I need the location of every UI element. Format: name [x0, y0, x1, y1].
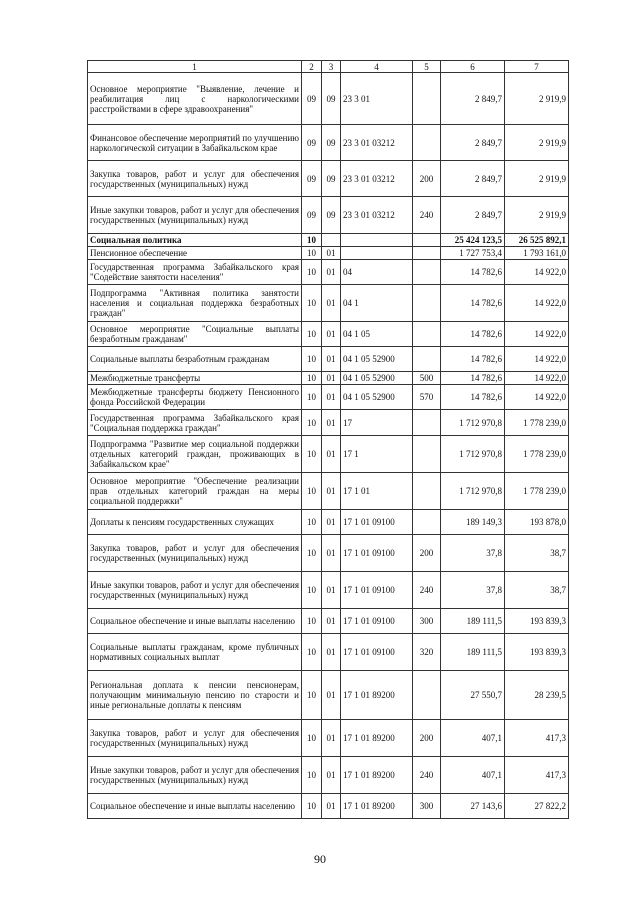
expense-type-code	[413, 473, 441, 510]
target-article-code: 23 3 01 03212	[341, 161, 413, 197]
amount-year-1: 407,1	[441, 757, 505, 794]
amount-year-1: 407,1	[441, 720, 505, 757]
section-code: 09	[302, 125, 322, 161]
target-article-code: 17 1	[341, 436, 413, 473]
section-code: 09	[302, 197, 322, 234]
expense-type-code: 200	[413, 535, 441, 572]
amount-year-2: 417,3	[505, 757, 569, 794]
target-article-code: 17 1 01 89200	[341, 720, 413, 757]
row-description: Региональная доплата к пенсии пенсионерам, получающим минимальную пенсию по старости и иные региональные доплаты к пенсиям	[88, 671, 302, 720]
table-row	[88, 671, 569, 720]
row-description: Основное мероприятие "Выявление, лечение и реабилитация лиц с наркологическими расстройствами в сфере здравоохранения"	[88, 73, 302, 125]
amount-year-2: 1 778 239,0	[505, 436, 569, 473]
amount-year-2: 2 919,9	[505, 73, 569, 125]
amount-year-1: 14 782,6	[441, 385, 505, 410]
amount-year-1: 2 849,7	[441, 197, 505, 234]
target-article-code	[341, 234, 413, 247]
subsection-code	[322, 234, 341, 247]
section-code: 10	[302, 410, 322, 436]
amount-year-2: 14 922,0	[505, 322, 569, 347]
amount-year-2: 38,7	[505, 535, 569, 572]
table-row	[88, 247, 569, 260]
amount-year-1: 25 424 123,5	[441, 234, 505, 247]
expense-type-code: 500	[413, 372, 441, 385]
amount-year-2: 26 525 892,1	[505, 234, 569, 247]
section-code: 10	[302, 385, 322, 410]
subsection-code: 01	[322, 535, 341, 572]
subsection-code: 01	[322, 473, 341, 510]
subsection-code: 01	[322, 436, 341, 473]
amount-year-2: 14 922,0	[505, 285, 569, 322]
section-code: 10	[302, 247, 322, 260]
row-description: Социальные выплаты гражданам, кроме публичных нормативных социальных выплат	[88, 634, 302, 671]
table-row	[88, 197, 569, 234]
table-header-row	[88, 61, 569, 73]
row-description: Подпрограмма "Активная политика занятости населения и социальная поддержка безработных граждан"	[88, 285, 302, 322]
expense-type-code	[413, 322, 441, 347]
amount-year-2: 2 919,9	[505, 161, 569, 197]
section-code: 10	[302, 757, 322, 794]
table-row	[88, 410, 569, 436]
target-article-code: 17 1 01 09100	[341, 609, 413, 634]
target-article-code: 17 1 01 89200	[341, 671, 413, 720]
subsection-code: 01	[322, 372, 341, 385]
expense-type-code	[413, 247, 441, 260]
row-description: Социальная политика	[88, 234, 302, 247]
table-row	[88, 535, 569, 572]
target-article-code: 17 1 01 09100	[341, 510, 413, 535]
amount-year-1: 37,8	[441, 572, 505, 609]
section-code: 10	[302, 634, 322, 671]
expense-type-code	[413, 347, 441, 372]
section-code: 10	[302, 436, 322, 473]
subsection-code: 01	[322, 757, 341, 794]
amount-year-1: 37,8	[441, 535, 505, 572]
subsection-code: 01	[322, 347, 341, 372]
table-row	[88, 125, 569, 161]
target-article-code: 17 1 01 09100	[341, 535, 413, 572]
section-code: 10	[302, 510, 322, 535]
target-article-code: 23 3 01	[341, 73, 413, 125]
target-article-code: 04 1	[341, 285, 413, 322]
expense-type-code: 240	[413, 197, 441, 234]
row-description: Государственная программа Забайкальского края "Содействие занятости населения"	[88, 260, 302, 285]
target-article-code: 04 1 05	[341, 322, 413, 347]
subsection-code: 01	[322, 385, 341, 410]
page-number: 90	[314, 852, 326, 866]
amount-year-1: 2 849,7	[441, 73, 505, 125]
amount-year-2: 14 922,0	[505, 372, 569, 385]
expense-type-code	[413, 436, 441, 473]
target-article-code: 17	[341, 410, 413, 436]
subsection-code: 01	[322, 247, 341, 260]
row-description: Закупка товаров, работ и услуг для обеспечения государственных (муниципальных) нужд	[88, 720, 302, 757]
amount-year-2: 2 919,9	[505, 125, 569, 161]
table-row	[88, 572, 569, 609]
table-row	[88, 720, 569, 757]
amount-year-2: 1 793 161,0	[505, 247, 569, 260]
target-article-code: 04	[341, 260, 413, 285]
amount-year-2: 193 839,3	[505, 609, 569, 634]
table-row	[88, 609, 569, 634]
amount-year-2: 38,7	[505, 572, 569, 609]
table-row	[88, 161, 569, 197]
expense-type-code: 320	[413, 634, 441, 671]
row-description: Государственная программа Забайкальского края "Социальная поддержка граждан"	[88, 410, 302, 436]
expense-type-code: 240	[413, 757, 441, 794]
subsection-code: 09	[322, 161, 341, 197]
subsection-code: 09	[322, 73, 341, 125]
section-code: 10	[302, 473, 322, 510]
row-description: Основное мероприятие "Обеспечение реализации прав отдельных категорий граждан на меры социальной поддержки"	[88, 473, 302, 510]
expense-type-code: 300	[413, 609, 441, 634]
table-row	[88, 473, 569, 510]
subsection-code: 01	[322, 671, 341, 720]
column-header: 5	[413, 61, 441, 73]
row-description: Социальное обеспечение и иные выплаты населению	[88, 609, 302, 634]
table-row	[88, 285, 569, 322]
target-article-code	[341, 247, 413, 260]
column-header: 2	[302, 61, 322, 73]
table-row	[88, 794, 569, 819]
amount-year-2: 14 922,0	[505, 260, 569, 285]
amount-year-2: 14 922,0	[505, 347, 569, 372]
table-row	[88, 73, 569, 125]
row-description: Подпрограмма "Развитие мер социальной поддержки отдельных категорий граждан, проживающих в Забайкальском крае"	[88, 436, 302, 473]
target-article-code: 04 1 05 52900	[341, 385, 413, 410]
row-description: Межбюджетные трансферты бюджету Пенсионного фонда Российской Федерации	[88, 385, 302, 410]
subsection-code: 01	[322, 322, 341, 347]
section-code: 10	[302, 671, 322, 720]
row-description: Доплаты к пенсиям государственных служащих	[88, 510, 302, 535]
table-row	[88, 385, 569, 410]
subsection-code: 09	[322, 125, 341, 161]
section-code: 09	[302, 73, 322, 125]
expense-type-code	[413, 234, 441, 247]
section-code: 10	[302, 794, 322, 819]
amount-year-1: 2 849,7	[441, 125, 505, 161]
table-row	[88, 757, 569, 794]
subsection-code: 01	[322, 572, 341, 609]
subsection-code: 01	[322, 285, 341, 322]
amount-year-1: 1 727 753,4	[441, 247, 505, 260]
amount-year-1: 14 782,6	[441, 260, 505, 285]
amount-year-2: 28 239,5	[505, 671, 569, 720]
subsection-code: 01	[322, 720, 341, 757]
target-article-code: 04 1 05 52900	[341, 372, 413, 385]
column-header: 6	[441, 61, 505, 73]
row-description: Иные закупки товаров, работ и услуг для обеспечения государственных (муниципальных) нужд	[88, 572, 302, 609]
table-row	[88, 634, 569, 671]
subsection-code: 01	[322, 794, 341, 819]
section-code: 10	[302, 347, 322, 372]
amount-year-1: 189 111,5	[441, 634, 505, 671]
section-code: 10	[302, 372, 322, 385]
row-description: Основное мероприятие "Социальные выплаты безработным гражданам"	[88, 322, 302, 347]
expense-type-code: 200	[413, 720, 441, 757]
amount-year-1: 14 782,6	[441, 372, 505, 385]
section-code: 10	[302, 572, 322, 609]
table-body	[88, 73, 569, 819]
subsection-code: 01	[322, 634, 341, 671]
column-header: 3	[322, 61, 341, 73]
section-code: 10	[302, 285, 322, 322]
expense-type-code	[413, 125, 441, 161]
section-code: 10	[302, 720, 322, 757]
section-code: 10	[302, 535, 322, 572]
column-header: 4	[341, 61, 413, 73]
expense-type-code	[413, 510, 441, 535]
subsection-code: 01	[322, 410, 341, 436]
amount-year-1: 14 782,6	[441, 347, 505, 372]
table-row	[88, 347, 569, 372]
section-code: 10	[302, 260, 322, 285]
amount-year-1: 2 849,7	[441, 161, 505, 197]
amount-year-1: 189 111,5	[441, 609, 505, 634]
expense-type-code: 200	[413, 161, 441, 197]
target-article-code: 17 1 01	[341, 473, 413, 510]
subsection-code: 01	[322, 510, 341, 535]
column-header: 1	[88, 61, 302, 73]
table-row	[88, 260, 569, 285]
amount-year-2: 14 922,0	[505, 385, 569, 410]
table-row	[88, 372, 569, 385]
amount-year-1: 1 712 970,8	[441, 436, 505, 473]
target-article-code: 23 3 01 03212	[341, 197, 413, 234]
expense-type-code	[413, 260, 441, 285]
amount-year-1: 27 550,7	[441, 671, 505, 720]
expense-type-code: 240	[413, 572, 441, 609]
amount-year-2: 1 778 239,0	[505, 410, 569, 436]
row-description: Иные закупки товаров, работ и услуг для обеспечения государственных (муниципальных) нужд	[88, 757, 302, 794]
amount-year-1: 14 782,6	[441, 322, 505, 347]
expense-type-code	[413, 410, 441, 436]
amount-year-1: 27 143,6	[441, 794, 505, 819]
row-description: Социальное обеспечение и иные выплаты населению	[88, 794, 302, 819]
row-description: Финансовое обеспечение мероприятий по улучшению наркологической ситуации в Забайкальском крае	[88, 125, 302, 161]
target-article-code: 23 3 01 03212	[341, 125, 413, 161]
amount-year-2: 193 839,3	[505, 634, 569, 671]
target-article-code: 17 1 01 09100	[341, 634, 413, 671]
table-row	[88, 510, 569, 535]
target-article-code: 17 1 01 09100	[341, 572, 413, 609]
row-description: Пенсионное обеспечение	[88, 247, 302, 260]
expense-type-code: 570	[413, 385, 441, 410]
expense-type-code	[413, 73, 441, 125]
amount-year-2: 1 778 239,0	[505, 473, 569, 510]
row-description: Социальные выплаты безработным гражданам	[88, 347, 302, 372]
section-code: 10	[302, 322, 322, 347]
amount-year-1: 189 149,3	[441, 510, 505, 535]
expense-type-code: 300	[413, 794, 441, 819]
amount-year-2: 417,3	[505, 720, 569, 757]
table-row	[88, 436, 569, 473]
target-article-code: 17 1 01 89200	[341, 794, 413, 819]
amount-year-2: 27 822,2	[505, 794, 569, 819]
table-row	[88, 234, 569, 247]
subsection-code: 01	[322, 260, 341, 285]
amount-year-1: 1 712 970,8	[441, 410, 505, 436]
row-description: Закупка товаров, работ и услуг для обеспечения государственных (муниципальных) нужд	[88, 535, 302, 572]
section-code: 10	[302, 609, 322, 634]
column-header: 7	[505, 61, 569, 73]
amount-year-2: 2 919,9	[505, 197, 569, 234]
table-row	[88, 322, 569, 347]
amount-year-1: 1 712 970,8	[441, 473, 505, 510]
amount-year-1: 14 782,6	[441, 285, 505, 322]
expense-type-code	[413, 285, 441, 322]
row-description: Иные закупки товаров, работ и услуг для обеспечения государственных (муниципальных) нужд	[88, 197, 302, 234]
expense-type-code	[413, 671, 441, 720]
section-code: 09	[302, 161, 322, 197]
target-article-code: 17 1 01 89200	[341, 757, 413, 794]
budget-table	[87, 60, 569, 819]
row-description: Закупка товаров, работ и услуг для обеспечения государственных (муниципальных) нужд	[88, 161, 302, 197]
target-article-code: 04 1 05 52900	[341, 347, 413, 372]
subsection-code: 09	[322, 197, 341, 234]
row-description: Межбюджетные трансферты	[88, 372, 302, 385]
section-code: 10	[302, 234, 322, 247]
amount-year-2: 193 878,0	[505, 510, 569, 535]
subsection-code: 01	[322, 609, 341, 634]
